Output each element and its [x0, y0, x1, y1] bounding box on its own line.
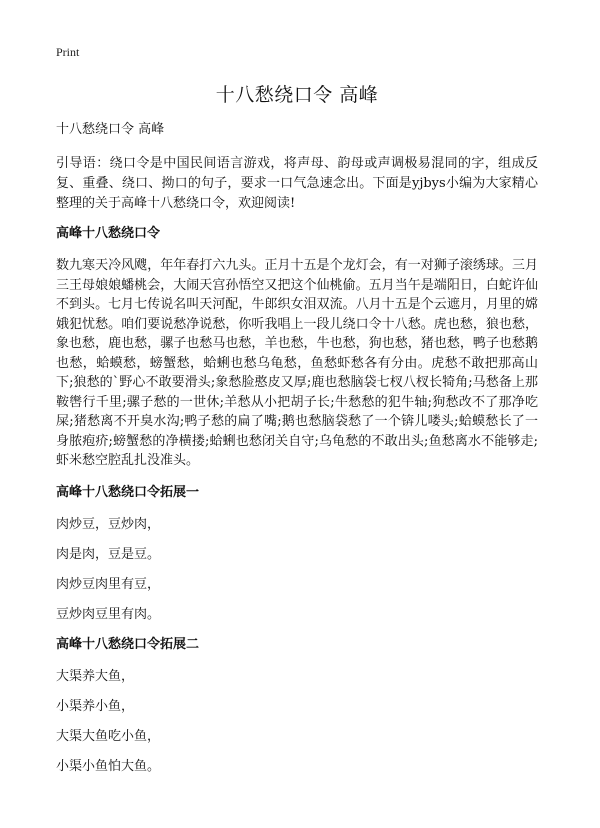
intro-paragraph: 引导语：绕口令是中国民间语言游戏，将声母、韵母或声调极易混同的字，组成反复、重叠、绕口、拗口的句子，要求一口气急速念出。下面是yjbys小编为大家精心整理的关于高峰十八愁绕口令，欢迎阅读!: [56, 156, 538, 211]
page-title: 十八愁绕口令 高峰: [215, 84, 379, 106]
section-heading-extension-2: 高峰十八愁绕口令拓展二: [56, 636, 200, 652]
extension-1-line-1: 肉炒豆，豆炒肉，: [56, 516, 161, 532]
section-heading-main: 高峰十八愁绕口令: [56, 226, 161, 241]
print-link[interactable]: Print: [56, 45, 80, 59]
subtitle: 十八愁绕口令 高峰: [56, 122, 165, 137]
extension-2-line-2: 小渠养小鱼，: [56, 698, 135, 714]
extension-2-line-4: 小渠小鱼怕大鱼。: [56, 758, 161, 774]
extension-2-line-1: 大渠养大鱼，: [56, 668, 135, 684]
extension-1-line-2: 肉是肉，豆是豆。: [56, 546, 161, 562]
extension-1-line-3: 肉炒豆肉里有豆，: [56, 576, 161, 592]
main-tongue-twister-text: 数九寒天冷风飕，年年春打六九头。正月十五是个龙灯会，有一对狮子滚绣球。三月三王母娘娘蟠桃会，大闹天宫孙悟空又把这个仙桃偷。五月当午是端阳日，白蛇许仙不到头。七月七传说名叫天河配，牛郎织女泪双流。八月十五是个云遮月，月里的嫦娥犯忧愁。咱们要说愁净说愁，你听我唱上一段儿绕口令十八愁。虎也愁，狼也愁，象也愁，鹿也愁，骡子也愁马也愁，羊也愁，牛也愁，狗也愁，猪也愁，鸭子也愁鹅也愁，蛤蟆愁，螃蟹愁，蛤蜊也愁乌龟愁，鱼愁虾愁各有分由。虎愁不敢把那高山下;狼愁的`野心不敢要滑头;象愁脸憨皮又厚;鹿也愁脑袋七杈八杈长犄角;马愁备上那鞍辔行千里;骡子愁的一世休;羊愁从小把胡子长;牛愁愁的犯牛轴;狗愁改不了那净吃屎;猪愁离不开臭水沟;鸭子愁的扁了嘴;鹅也愁脑袋愁了一个锛儿喽头;蛤蟆愁长了一身脓疱疥;螃蟹愁的净横搂;蛤蜊也愁闭关自守;乌龟愁的不敢出头;鱼愁离水不能够走;虾米愁空腔乱扎没准头。: [56, 258, 538, 468]
section-heading-extension-1: 高峰十八愁绕口令拓展一: [56, 484, 200, 500]
extension-1-line-4: 豆炒肉豆里有肉。: [56, 606, 161, 622]
extension-2-line-3: 大渠大鱼吃小鱼，: [56, 728, 161, 744]
